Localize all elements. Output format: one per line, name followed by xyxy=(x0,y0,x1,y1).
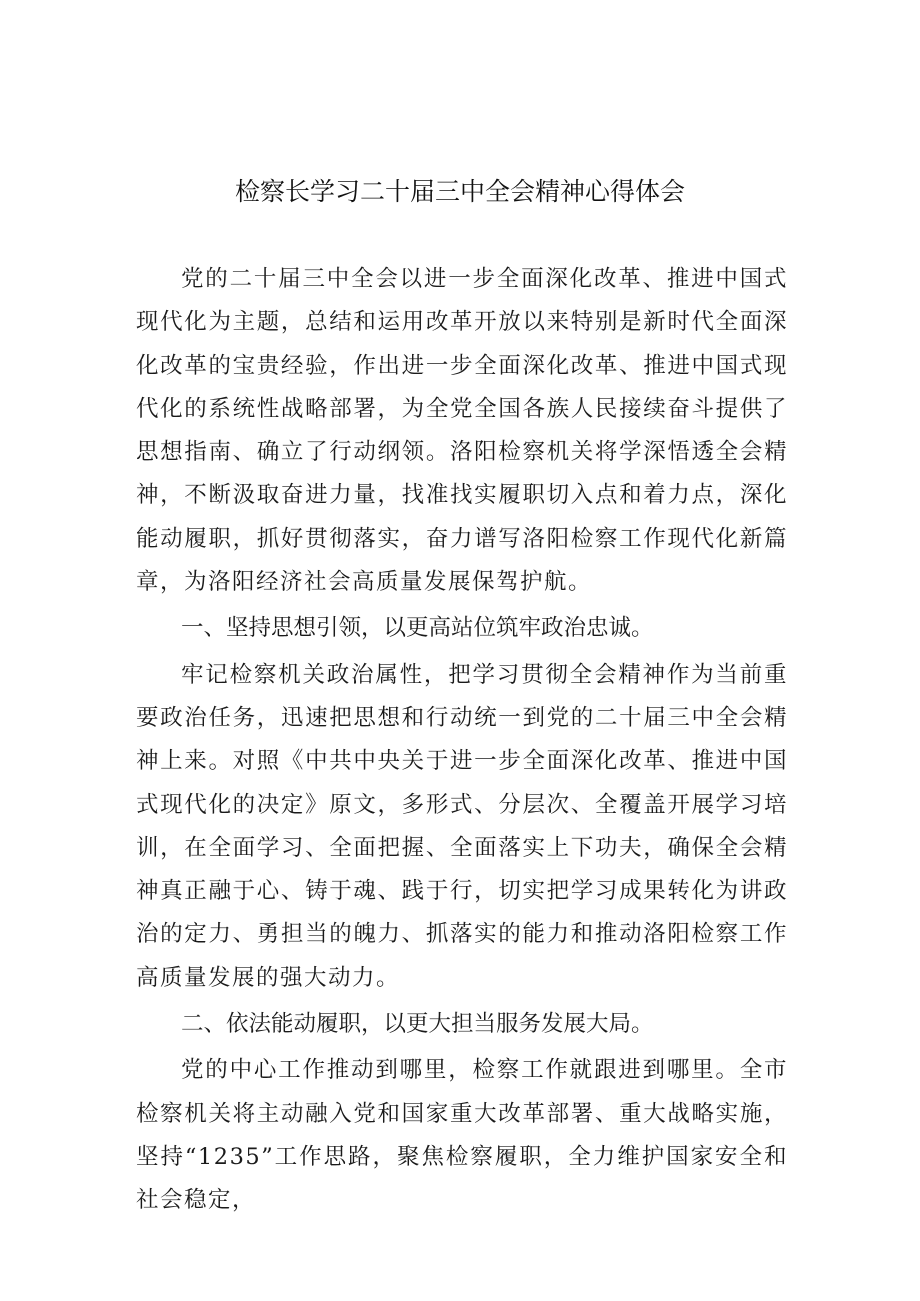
paragraph-section-1: 牢记检察机关政治属性，把学习贯彻全会精神作为当前重要政治任务，迅速把思想和行动统一到党的二十届三中全会精神上来。对照《中共中央关于进一步全面深化改革、推进中国式现代化的决定》原文，多形式、分层次、全覆盖开展学习培训，在全面学习、全面把握、全面落实上下功夫，确保全会精神真正融于心、铸于魂、践于行，切实把学习成果转化为讲政治的定力、勇担当的魄力、抓落实的能力和推动洛阳检察工作高质量发展的强大动力。 xyxy=(136,661,788,991)
document-title: 检察长学习二十届三中全会精神心得体会 xyxy=(234,177,685,206)
paragraph-intro: 党的二十届三中全会以进一步全面深化改革、推进中国式现代化为主题，总结和运用改革开放以来特别是新时代全面深化改革的宝贵经验，作出进一步全面深化改革、推进中国式现代化的系统性战略部署，为全党全国各族人民接续奋斗提供了思想指南、确立了行动纲领。洛阳检察机关将学深悟透全会精神，不断汲取奋进力量，找准找实履职切入点和着力点，深化能动履职，抓好贯彻落实，奋力谱写洛阳检察工作现代化新篇章，为洛阳经济社会高质量发展保驾护航。 xyxy=(136,266,788,596)
section-heading-2: 二、依法能动履职，以更大担当服务发展大局。 xyxy=(181,1011,654,1038)
document-body xyxy=(136,258,788,1223)
paragraph-section-2: 党的中心工作推动到哪里，检察工作就跟进到哪里。全市检察机关将主动融入党和国家重大改革部署、重大战略实施，坚持“1235”工作思路，聚焦检察履职，全力维护国家安全和社会稳定， xyxy=(136,1057,788,1214)
section-heading-1: 一、坚持思想引领，以更高站位筑牢政治忠诚。 xyxy=(181,615,654,642)
